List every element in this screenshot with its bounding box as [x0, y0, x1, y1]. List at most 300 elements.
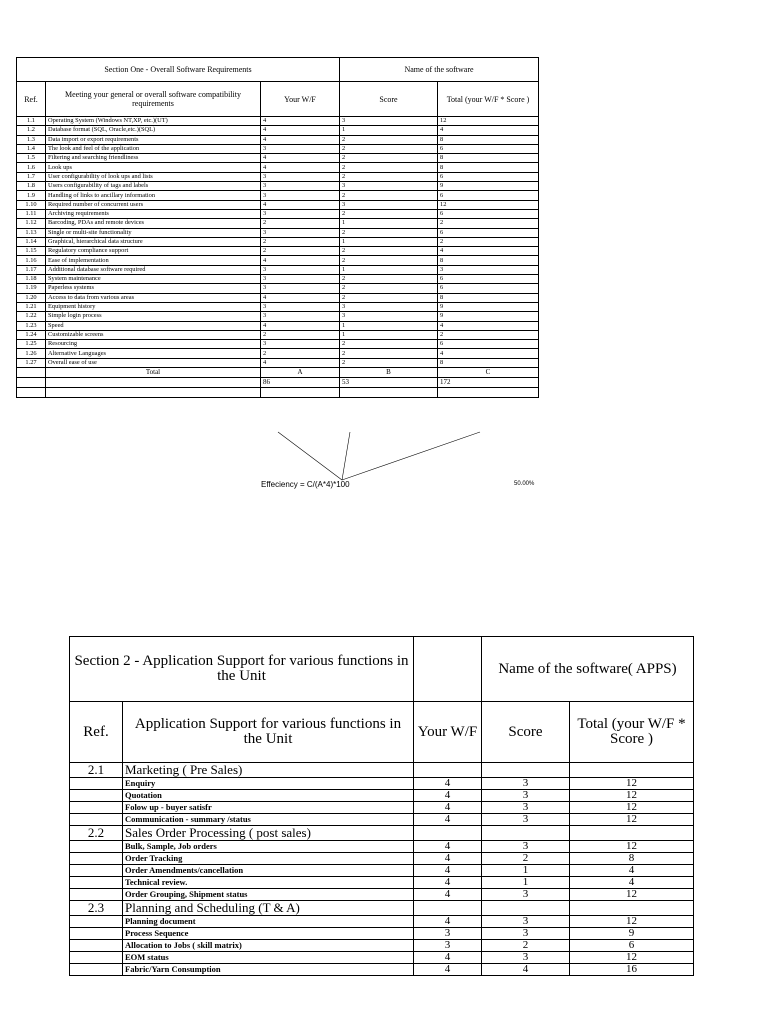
- function-cell: Allocation to Jobs ( skill matrix): [123, 940, 414, 952]
- total-cell: 12: [438, 117, 539, 126]
- letter-a: A: [261, 368, 340, 378]
- wf-cell: 4: [414, 889, 482, 901]
- wf-cell: 3: [261, 228, 340, 237]
- item-row: [70, 877, 694, 889]
- total-cell: 4: [438, 349, 539, 358]
- function-cell: Planning document: [123, 916, 414, 928]
- score-cell: 3: [482, 814, 570, 826]
- ref-cell: 2.3: [70, 901, 123, 916]
- ref-cell: 1.11: [17, 209, 46, 218]
- wf-cell: 4: [261, 200, 340, 209]
- function-cell: Order Amendments/cancellation: [123, 865, 414, 877]
- ref-cell: 1.4: [17, 144, 46, 153]
- wf-header: Your W/F: [261, 82, 340, 117]
- total-cell: 8: [438, 358, 539, 367]
- wf-cell: 4: [414, 916, 482, 928]
- total-cell: 12: [570, 814, 694, 826]
- requirement-header: Meeting your general or overall software compatibility requirements: [46, 82, 261, 117]
- score-cell: 2: [340, 228, 438, 237]
- total-cell: 2: [438, 237, 539, 246]
- table-row: [17, 275, 539, 284]
- table-row: [17, 312, 539, 321]
- item-row: [70, 802, 694, 814]
- score-cell: 2: [340, 247, 438, 256]
- requirement-cell: Required number of concurrent users: [46, 200, 261, 209]
- score-cell: 2: [340, 154, 438, 163]
- ref-cell: [70, 964, 123, 976]
- total-cell: 12: [570, 778, 694, 790]
- wf-cell: 4: [261, 154, 340, 163]
- score-cell: 1: [340, 237, 438, 246]
- ref-cell: 1.8: [17, 182, 46, 191]
- item-row: [70, 964, 694, 976]
- wf-cell: 4: [414, 964, 482, 976]
- table-row: [17, 321, 539, 330]
- ref-cell: 2.2: [70, 826, 123, 841]
- ref-cell: 1.6: [17, 163, 46, 172]
- ref-cell: [70, 778, 123, 790]
- wf-cell: 4: [414, 814, 482, 826]
- ref-cell: [70, 952, 123, 964]
- total-cell: 12: [570, 889, 694, 901]
- efficiency-value: 50.00%: [514, 481, 535, 487]
- score-cell: 2: [340, 172, 438, 181]
- requirement-cell: The look and feel of the application: [46, 144, 261, 153]
- requirement-cell: Look ups: [46, 163, 261, 172]
- blank-cell: [438, 388, 539, 398]
- blank-cell: [340, 388, 438, 398]
- score-cell: 1: [340, 330, 438, 339]
- wf-cell: 4: [261, 126, 340, 135]
- ref-cell: [70, 841, 123, 853]
- wf-cell: 4: [261, 358, 340, 367]
- score-cell: 1: [482, 877, 570, 889]
- score-cell: 2: [340, 275, 438, 284]
- blank-cell: [17, 388, 46, 398]
- wf-cell: 3: [414, 940, 482, 952]
- table-row: [17, 247, 539, 256]
- wf-cell: 4: [261, 117, 340, 126]
- total-cell: 12: [570, 841, 694, 853]
- total-header: Total (your W/F * Score ): [438, 82, 539, 117]
- wf-cell: 4: [261, 256, 340, 265]
- total-cell: 12: [438, 200, 539, 209]
- ref-cell: [70, 940, 123, 952]
- table-row: [17, 200, 539, 209]
- requirement-cell: Resourcing: [46, 340, 261, 349]
- total-cell: 6: [438, 209, 539, 218]
- total-cell: 4: [438, 126, 539, 135]
- table-row: [17, 237, 539, 246]
- wf-cell: 3: [261, 172, 340, 181]
- score-cell: 3: [340, 200, 438, 209]
- score-cell: [482, 763, 570, 778]
- wf-cell: 2: [261, 219, 340, 228]
- item-row: [70, 790, 694, 802]
- requirement-cell: Filtering and searching friendliness: [46, 154, 261, 163]
- requirement-cell: Archiving requirements: [46, 209, 261, 218]
- item-row: [70, 916, 694, 928]
- score-cell: 3: [482, 916, 570, 928]
- ref-cell: 1.25: [17, 340, 46, 349]
- wf-cell: 4: [414, 802, 482, 814]
- requirement-cell: Single or multi-site functionality: [46, 228, 261, 237]
- score-cell: 2: [340, 256, 438, 265]
- function-cell: Communication - summary /status: [123, 814, 414, 826]
- wf-cell: 3: [261, 312, 340, 321]
- table-row: [17, 228, 539, 237]
- wf-cell: 3: [261, 191, 340, 200]
- wf-cell: 4: [414, 865, 482, 877]
- section-one-title: Section One - Overall Software Requirements: [17, 58, 340, 82]
- score-cell: 3: [482, 778, 570, 790]
- function-cell: Sales Order Processing ( post sales): [123, 826, 414, 841]
- score-cell: [482, 901, 570, 916]
- wf-cell: 4: [414, 877, 482, 889]
- table-row: [17, 219, 539, 228]
- wf-cell: 4: [414, 952, 482, 964]
- item-row: [70, 865, 694, 877]
- total-cell: 6: [438, 340, 539, 349]
- table-row: [17, 163, 539, 172]
- function-cell: Order Tracking: [123, 853, 414, 865]
- table-row: [17, 172, 539, 181]
- function-cell: Planning and Scheduling (T & A): [123, 901, 414, 916]
- function-cell: Bulk, Sample, Job orders: [123, 841, 414, 853]
- score-cell: 2: [340, 144, 438, 153]
- wf-cell: 3: [261, 182, 340, 191]
- total-cell: 12: [570, 916, 694, 928]
- function-cell: Order Grouping, Shipment status: [123, 889, 414, 901]
- item-row: [70, 778, 694, 790]
- function-cell: Quotation: [123, 790, 414, 802]
- item-row: [70, 841, 694, 853]
- function-cell: Marketing ( Pre Sales): [123, 763, 414, 778]
- total-cell: 9: [570, 928, 694, 940]
- total-cell: 8: [570, 853, 694, 865]
- totals-label-row: [17, 368, 539, 378]
- efficiency-formula: Effeciency = C/(A*4)*100: [261, 480, 350, 489]
- ref-cell: [70, 790, 123, 802]
- ref-cell: 2.1: [70, 763, 123, 778]
- score-cell: 2: [340, 191, 438, 200]
- wf-cell: 3: [414, 928, 482, 940]
- total-cell: 2: [438, 330, 539, 339]
- wf-cell: 4: [261, 135, 340, 144]
- total-cell: 6: [438, 275, 539, 284]
- requirement-cell: Additional database software required: [46, 265, 261, 274]
- wf-cell: 3: [261, 302, 340, 311]
- total-cell: 6: [438, 144, 539, 153]
- score-cell: 3: [340, 182, 438, 191]
- sum-total: 172: [438, 378, 539, 388]
- wf-cell: 3: [261, 265, 340, 274]
- total-cell: 16: [570, 964, 694, 976]
- total-cell: 6: [570, 940, 694, 952]
- table-row: [17, 293, 539, 302]
- item-row: [70, 952, 694, 964]
- table-row: [17, 302, 539, 311]
- table-row: [17, 358, 539, 367]
- item-row: [70, 928, 694, 940]
- score-cell: 3: [482, 841, 570, 853]
- total-label: Total: [46, 368, 261, 378]
- item-row: [70, 853, 694, 865]
- total-cell: 4: [570, 877, 694, 889]
- ref-cell: [70, 877, 123, 889]
- total-cell: 9: [438, 302, 539, 311]
- score-cell: 2: [340, 349, 438, 358]
- wf-cell: 3: [261, 209, 340, 218]
- item-row: [70, 940, 694, 952]
- ref-cell: 1.12: [17, 219, 46, 228]
- requirement-cell: Database format (SQL, Oracle,etc.)(SQL): [46, 126, 261, 135]
- ref-cell: [70, 928, 123, 940]
- total-cell: 12: [570, 790, 694, 802]
- total-cell: 8: [438, 256, 539, 265]
- sum-score: 53: [340, 378, 438, 388]
- wf-cell: [414, 763, 482, 778]
- score-cell: 2: [340, 135, 438, 144]
- blank-cell: [17, 378, 46, 388]
- wf-cell: 2: [261, 349, 340, 358]
- item-row: [70, 814, 694, 826]
- score-cell: 1: [340, 219, 438, 228]
- total-cell: 8: [438, 293, 539, 302]
- requirement-cell: Handling of links to ancillary information: [46, 191, 261, 200]
- score-cell: [482, 826, 570, 841]
- table-row: [17, 340, 539, 349]
- ref-cell: [70, 916, 123, 928]
- blank-cell: [261, 388, 340, 398]
- wf-cell: 3: [261, 284, 340, 293]
- requirement-cell: Equipment history: [46, 302, 261, 311]
- requirement-cell: User configurability of look ups and lists: [46, 172, 261, 181]
- wf-cell: 3: [261, 144, 340, 153]
- requirement-cell: Access to data from various areas: [46, 293, 261, 302]
- ref-cell: 1.23: [17, 321, 46, 330]
- section-row: [70, 763, 694, 778]
- table-row: [17, 209, 539, 218]
- requirement-cell: Graphical, hierarchical data structure: [46, 237, 261, 246]
- wf-cell: 4: [414, 841, 482, 853]
- requirement-cell: Operating System (Windows NT,XP, etc.)(UT): [46, 117, 261, 126]
- function-cell: Fabric/Yarn Consumption: [123, 964, 414, 976]
- requirement-cell: Users configurability of tags and labels: [46, 182, 261, 191]
- score-cell: 2: [340, 358, 438, 367]
- ref-cell: 1.18: [17, 275, 46, 284]
- ref-cell: 1.16: [17, 256, 46, 265]
- wf-cell: 3: [261, 275, 340, 284]
- total-cell: 6: [438, 284, 539, 293]
- requirement-cell: Alternative Languages: [46, 349, 261, 358]
- ref-cell: [70, 889, 123, 901]
- function-cell: Folow up - buyer satisfr: [123, 802, 414, 814]
- requirement-cell: Paperless systems: [46, 284, 261, 293]
- score-cell: 3: [482, 790, 570, 802]
- section-one-table: [16, 57, 539, 398]
- score-cell: 2: [340, 293, 438, 302]
- ref-header: Ref.: [17, 82, 46, 117]
- wf-cell: 4: [414, 853, 482, 865]
- score-cell: 4: [482, 964, 570, 976]
- wf-cell: 4: [261, 293, 340, 302]
- wf-cell: 2: [261, 247, 340, 256]
- total-cell: [570, 901, 694, 916]
- score-cell: 1: [482, 865, 570, 877]
- function-cell: Process Sequence: [123, 928, 414, 940]
- total-header: Total (your W/F * Score ): [570, 702, 694, 763]
- wf-cell: [414, 826, 482, 841]
- ref-cell: 1.15: [17, 247, 46, 256]
- total-cell: 3: [438, 265, 539, 274]
- score-cell: 1: [340, 321, 438, 330]
- ref-cell: 1.14: [17, 237, 46, 246]
- function-cell: EOM status: [123, 952, 414, 964]
- score-cell: 2: [482, 940, 570, 952]
- apps-software-header: Name of the software( APPS): [482, 637, 694, 702]
- ref-header: Ref.: [70, 702, 123, 763]
- blank-cell: [17, 368, 46, 378]
- ref-cell: 1.22: [17, 312, 46, 321]
- total-cell: 6: [438, 228, 539, 237]
- total-cell: 2: [438, 219, 539, 228]
- total-cell: 6: [438, 191, 539, 200]
- ref-cell: 1.10: [17, 200, 46, 209]
- ref-cell: 1.3: [17, 135, 46, 144]
- ref-cell: [70, 814, 123, 826]
- section-row: [70, 826, 694, 841]
- table-row: [17, 191, 539, 200]
- wf-cell: 4: [261, 163, 340, 172]
- score-header: Score: [482, 702, 570, 763]
- wf-header: Your W/F: [414, 702, 482, 763]
- requirement-cell: Data import or export requirements: [46, 135, 261, 144]
- ref-cell: 1.2: [17, 126, 46, 135]
- wf-cell: [414, 901, 482, 916]
- totals-value-row: [17, 378, 539, 388]
- ref-cell: [70, 853, 123, 865]
- letter-c: C: [438, 368, 539, 378]
- table-row: [17, 349, 539, 358]
- requirement-cell: Speed: [46, 321, 261, 330]
- score-cell: 2: [340, 284, 438, 293]
- ref-cell: 1.26: [17, 349, 46, 358]
- table-row: [17, 144, 539, 153]
- empty-row: [17, 388, 539, 398]
- total-cell: 12: [570, 802, 694, 814]
- score-cell: 2: [340, 163, 438, 172]
- ref-cell: 1.7: [17, 172, 46, 181]
- ref-cell: 1.5: [17, 154, 46, 163]
- ref-cell: 1.24: [17, 330, 46, 339]
- section-two-table: [69, 636, 694, 976]
- ref-cell: 1.21: [17, 302, 46, 311]
- total-cell: 12: [570, 952, 694, 964]
- table-row: [17, 182, 539, 191]
- ref-cell: 1.1: [17, 117, 46, 126]
- requirement-cell: Customizable screens: [46, 330, 261, 339]
- wf-cell: 3: [261, 340, 340, 349]
- total-cell: 4: [570, 865, 694, 877]
- letter-b: B: [340, 368, 438, 378]
- score-cell: 1: [340, 126, 438, 135]
- wf-cell: 4: [414, 790, 482, 802]
- section-two-title: Section 2 - Application Support for various functions in the Unit: [70, 637, 414, 702]
- total-cell: 4: [438, 321, 539, 330]
- ref-cell: 1.17: [17, 265, 46, 274]
- ref-cell: 1.27: [17, 358, 46, 367]
- table-row: [17, 284, 539, 293]
- score-cell: 3: [340, 312, 438, 321]
- table-row: [17, 265, 539, 274]
- score-cell: 3: [482, 952, 570, 964]
- ref-cell: 1.19: [17, 284, 46, 293]
- function-cell: Technical review.: [123, 877, 414, 889]
- blank-cell: [46, 378, 261, 388]
- ref-cell: [70, 865, 123, 877]
- score-cell: 2: [340, 340, 438, 349]
- total-cell: 4: [438, 247, 539, 256]
- software-name-header: Name of the software: [340, 58, 539, 82]
- table-row: [17, 256, 539, 265]
- wf-cell: 4: [414, 778, 482, 790]
- total-cell: 8: [438, 154, 539, 163]
- total-cell: 6: [438, 172, 539, 181]
- ref-cell: 1.20: [17, 293, 46, 302]
- total-cell: 8: [438, 135, 539, 144]
- item-row: [70, 889, 694, 901]
- total-cell: [570, 826, 694, 841]
- function-header: Application Support for various functions in the Unit: [123, 702, 414, 763]
- total-cell: 8: [438, 163, 539, 172]
- requirement-cell: Barcoding, PDAs and remote devices: [46, 219, 261, 228]
- total-cell: 9: [438, 182, 539, 191]
- score-cell: 3: [340, 117, 438, 126]
- table-row: [17, 126, 539, 135]
- score-cell: 3: [482, 802, 570, 814]
- score-header: Score: [340, 82, 438, 117]
- table-row: [17, 117, 539, 126]
- requirement-cell: Simple login process: [46, 312, 261, 321]
- requirement-cell: Regulatory compliance support: [46, 247, 261, 256]
- sum-wf: 86: [261, 378, 340, 388]
- wf-cell: 2: [261, 237, 340, 246]
- table-row: [17, 135, 539, 144]
- wf-cell: 2: [261, 330, 340, 339]
- requirement-cell: Overall ease of use: [46, 358, 261, 367]
- wf-cell: 4: [261, 321, 340, 330]
- function-cell: Enquiry: [123, 778, 414, 790]
- blank-cell: [46, 388, 261, 398]
- score-cell: 3: [482, 928, 570, 940]
- requirement-cell: System maintenance: [46, 275, 261, 284]
- ref-cell: 1.9: [17, 191, 46, 200]
- table-row: [17, 154, 539, 163]
- ref-cell: 1.13: [17, 228, 46, 237]
- score-cell: 2: [482, 853, 570, 865]
- total-cell: 9: [438, 312, 539, 321]
- requirement-cell: Ease of implementation: [46, 256, 261, 265]
- score-cell: 2: [340, 209, 438, 218]
- section-two-blank: [414, 637, 482, 702]
- score-cell: 3: [340, 302, 438, 311]
- ref-cell: [70, 802, 123, 814]
- section-row: [70, 901, 694, 916]
- table-row: [17, 330, 539, 339]
- total-cell: [570, 763, 694, 778]
- score-cell: 1: [340, 265, 438, 274]
